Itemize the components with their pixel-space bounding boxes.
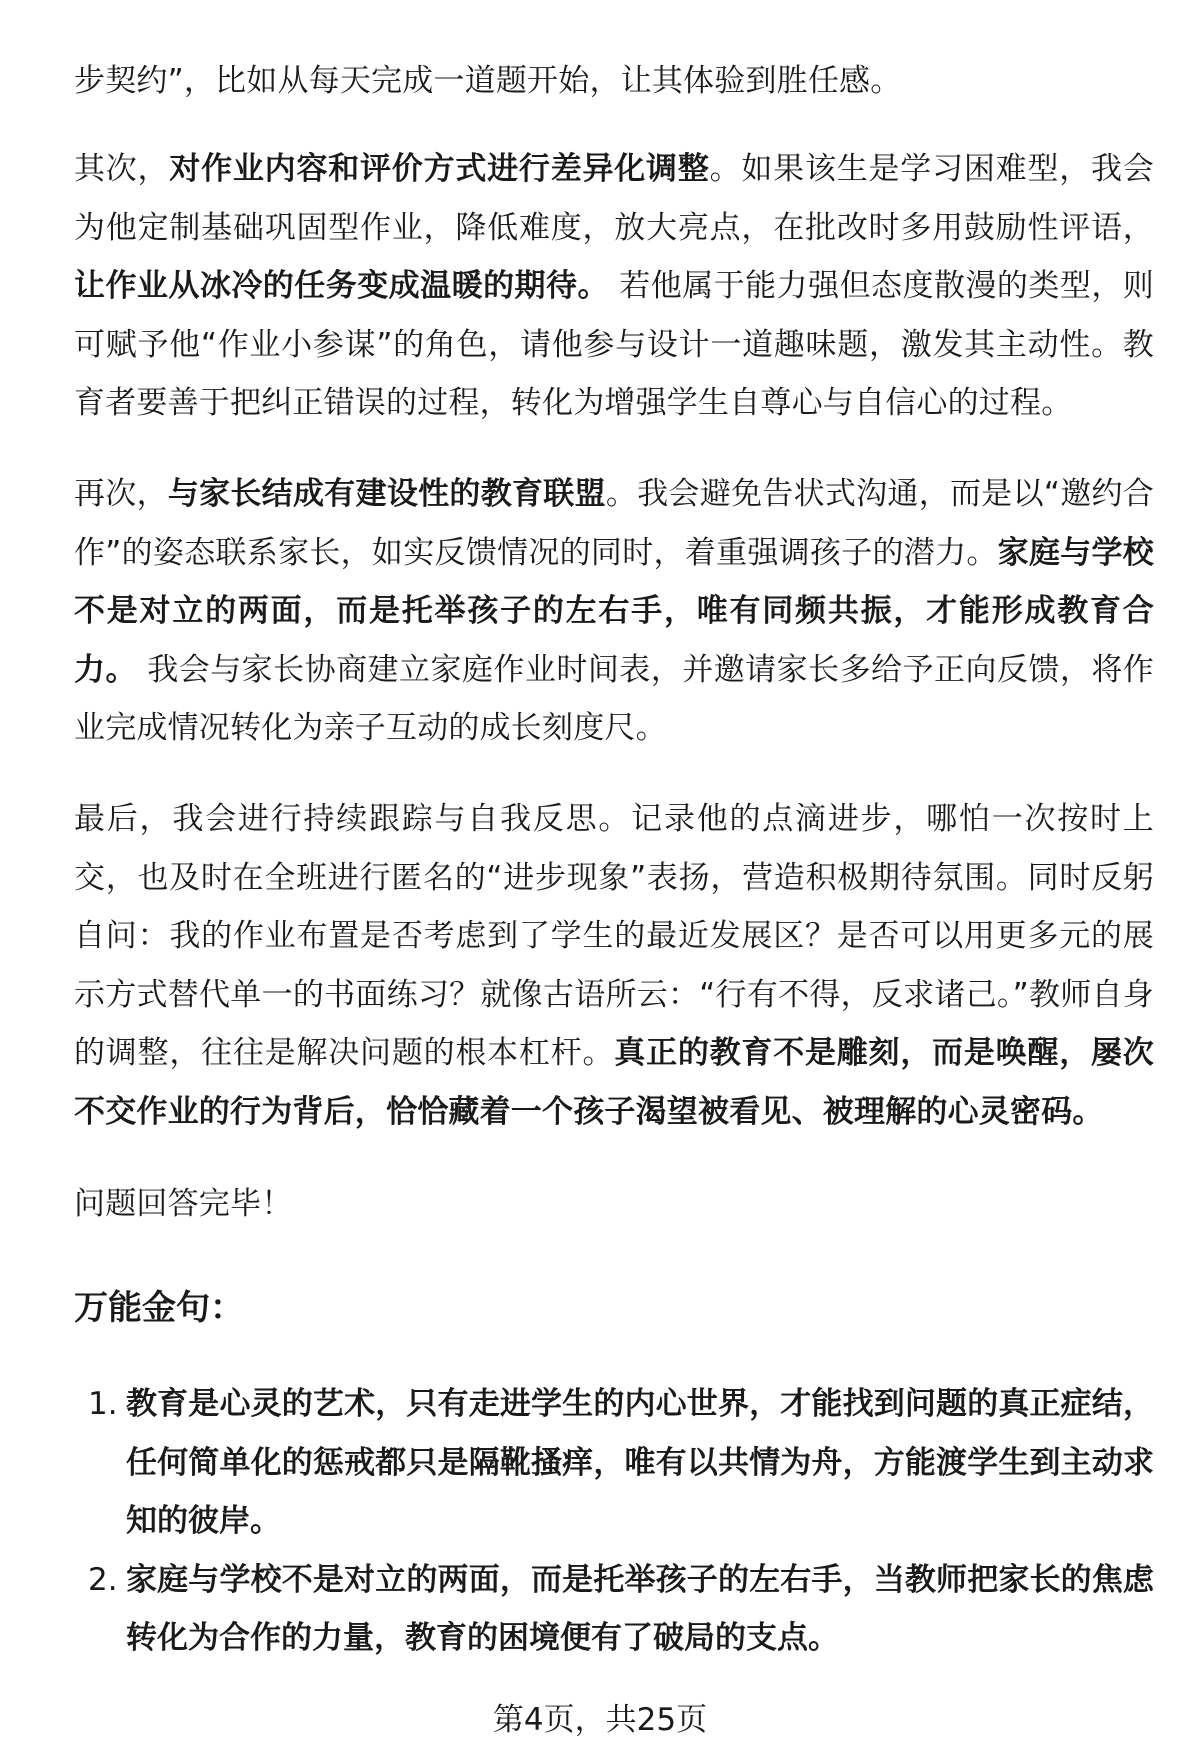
text-segment: 。如果该生是学习困难型，我会为他定制基础巩固型作业，降低难度，放大亮点，在批改时多用鼓励性评语，: [74, 151, 1154, 246]
paragraph-finally: [74, 790, 1154, 1141]
bold-text-segment: 真正的教育不是雕刻，而是唤醒，屡次不交作业的行为背后，恰恰藏着一个孩子渴望被看见、被理解的心灵密码。: [74, 1035, 1154, 1130]
list-number: 1.: [88, 1386, 118, 1422]
paragraph-thirdly: [74, 465, 1154, 758]
text-segment: 其次，: [74, 151, 170, 187]
text-segment: 若他属于能力强但态度散漫的类型，则可赋予他“作业小参谋”的角色，请他参与设计一道趣味题，激发其主动性。教育者要善于把纠正错误的过程，转化为增强学生自尊心与自信心的过程。: [74, 268, 1154, 421]
list-item: [74, 1375, 1154, 1551]
paragraph-continuation: [74, 52, 1154, 111]
text-segment: 最后，我会进行持续跟踪与自我反思。记录他的点滴进步，哪怕一次按时上交，也及时在全班进行匿名的“进步现象”表扬，营造积极期待氛围。同时反躬自问：我的作业布置是否考虑到了学生的最近发展区？是否可以用更多元的展示方式替代单一的书面练习？就像古语所云：“行有不得，反求诸己。”教师自身的调整，往往是解决问题的根本杠杆。: [74, 801, 1154, 1071]
paragraph-secondly: [74, 140, 1154, 433]
page-number-footer: 第4页，共25页: [492, 1702, 708, 1738]
paragraph-closing: [74, 1175, 1154, 1234]
document-page: [74, 0, 1154, 1755]
bold-text-segment: 对作业内容和评价方式进行差异化调整: [169, 151, 710, 187]
text-segment: 再次，: [74, 476, 168, 512]
text-segment: 步契约”，比如从每天完成一道题开始，让其体验到胜任感。: [74, 63, 902, 99]
text-segment: 问题回答完毕！: [74, 1186, 293, 1222]
list-item: [74, 1551, 1154, 1668]
bold-text-segment: 家庭与学校不是对立的两面，而是托举孩子的左右手，唯有同频共振，才能形成教育合力。: [74, 534, 1155, 688]
bold-text-segment: 与家长结成有建设性的教育联盟: [167, 476, 606, 512]
bold-text-segment: 让作业从冰冷的任务变成温暖的期待。: [74, 268, 609, 304]
text-segment: 。我会避免告状式沟通，而是以“邀约合作”的姿态联系家长，如实反馈情况的同时，着重强调孩子的潜力。: [74, 476, 1154, 571]
text-segment: 我会与家长协商建立家庭作业时间表，并邀请家长多给予正向反馈，将作业完成情况转化为亲子互动的成长刻度尺。: [74, 651, 1154, 746]
list-item-text: 教育是心灵的艺术，只有走进学生的内心世界，才能找到问题的真正症结，任何简单化的惩戒都只是隔靴搔痒，唯有以共情为舟，方能渡学生到主动求知的彼岸。: [126, 1386, 1154, 1539]
list-item-text: 家庭与学校不是对立的两面，而是托举孩子的左右手，当教师把家长的焦虑转化为合作的力量，教育的困境便有了破局的支点。: [126, 1561, 1154, 1656]
golden-sentences-list: [74, 1375, 1154, 1668]
section-heading: 万能金句：: [74, 1288, 244, 1328]
list-number: 2.: [88, 1561, 118, 1598]
